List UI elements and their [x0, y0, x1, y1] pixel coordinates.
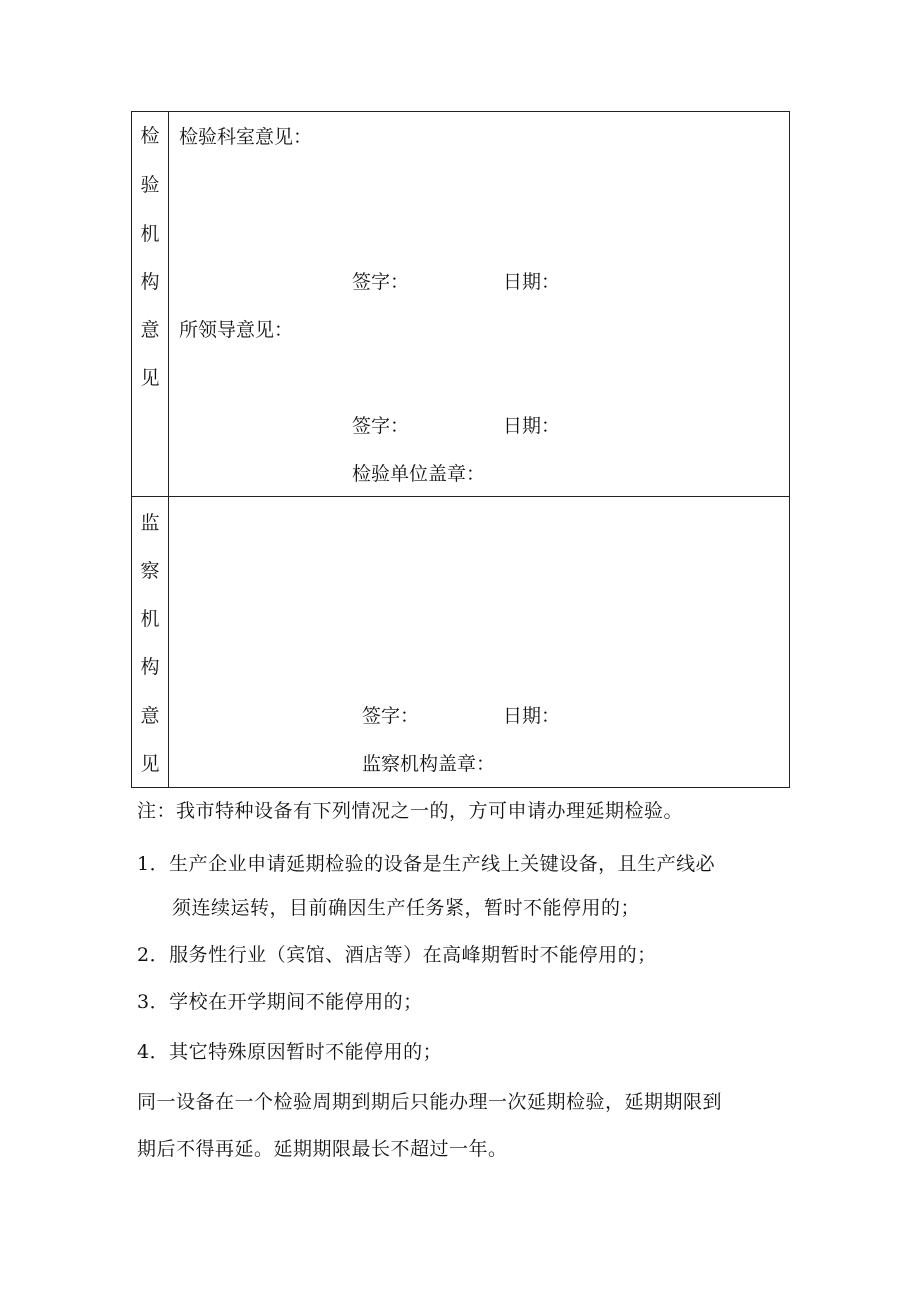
notes-closing-line-2: 期后不得再延。延期期限最长不超过一年。: [137, 1138, 508, 1160]
supervision-stamp-label: 监察机构盖章：: [362, 753, 496, 775]
note-item-1: 1．生产企业申请延期检验的设备是生产线上关键设备，且生产线必: [137, 853, 716, 875]
notes-closing-line-1: 同一设备在一个检验周期到期后只能办理一次延期检验，延期期限到: [137, 1091, 723, 1113]
table-left-border: [131, 111, 132, 788]
dept-opinion-label: 检验科室意见：: [179, 126, 313, 148]
note-item-3: 3．学校在开学期间不能停用的；: [137, 991, 423, 1013]
notes-intro: 注：我市特种设备有下列情况之一的，方可申请办理延期检验。: [137, 800, 684, 822]
section-heading-char: 验: [140, 174, 160, 196]
section-heading-char: 见: [140, 367, 160, 389]
section-heading-char: 监: [140, 512, 160, 534]
dept-date-label: 日期：: [503, 271, 561, 293]
section-heading-char: 机: [140, 608, 160, 630]
table-bottom-border: [131, 787, 790, 788]
table-top-border: [131, 111, 790, 112]
section-heading-char: 意: [140, 319, 160, 341]
supervision-date-label: 日期：: [503, 705, 561, 727]
note-item-4: 4．其它特殊原因暂时不能停用的；: [137, 1041, 443, 1063]
note-item-2: 2．服务性行业（宾馆、酒店等）在高峰期暂时不能停用的；: [137, 944, 657, 966]
section-heading-char: 机: [140, 223, 160, 245]
table-right-border: [789, 111, 790, 788]
section-heading-char: 检: [140, 125, 160, 147]
section-heading-char: 意: [140, 705, 160, 727]
section-heading-char: 构: [140, 271, 160, 293]
leader-sign-label: 签字：: [352, 415, 410, 437]
note-item-1-continued: 须连续运转，目前确因生产任务紧，暂时不能停用的；: [172, 897, 641, 919]
supervision-sign-label: 签字：: [362, 705, 420, 727]
inspection-stamp-label: 检验单位盖章：: [352, 463, 486, 485]
section-heading-char: 见: [140, 753, 160, 775]
leader-date-label: 日期：: [503, 415, 561, 437]
leader-opinion-label: 所领导意见：: [179, 319, 294, 341]
dept-sign-label: 签字：: [352, 271, 410, 293]
table-column-divider: [168, 111, 169, 788]
section-heading-char: 察: [140, 560, 160, 582]
table-section-divider: [131, 496, 790, 497]
section-heading-char: 构: [140, 656, 160, 678]
